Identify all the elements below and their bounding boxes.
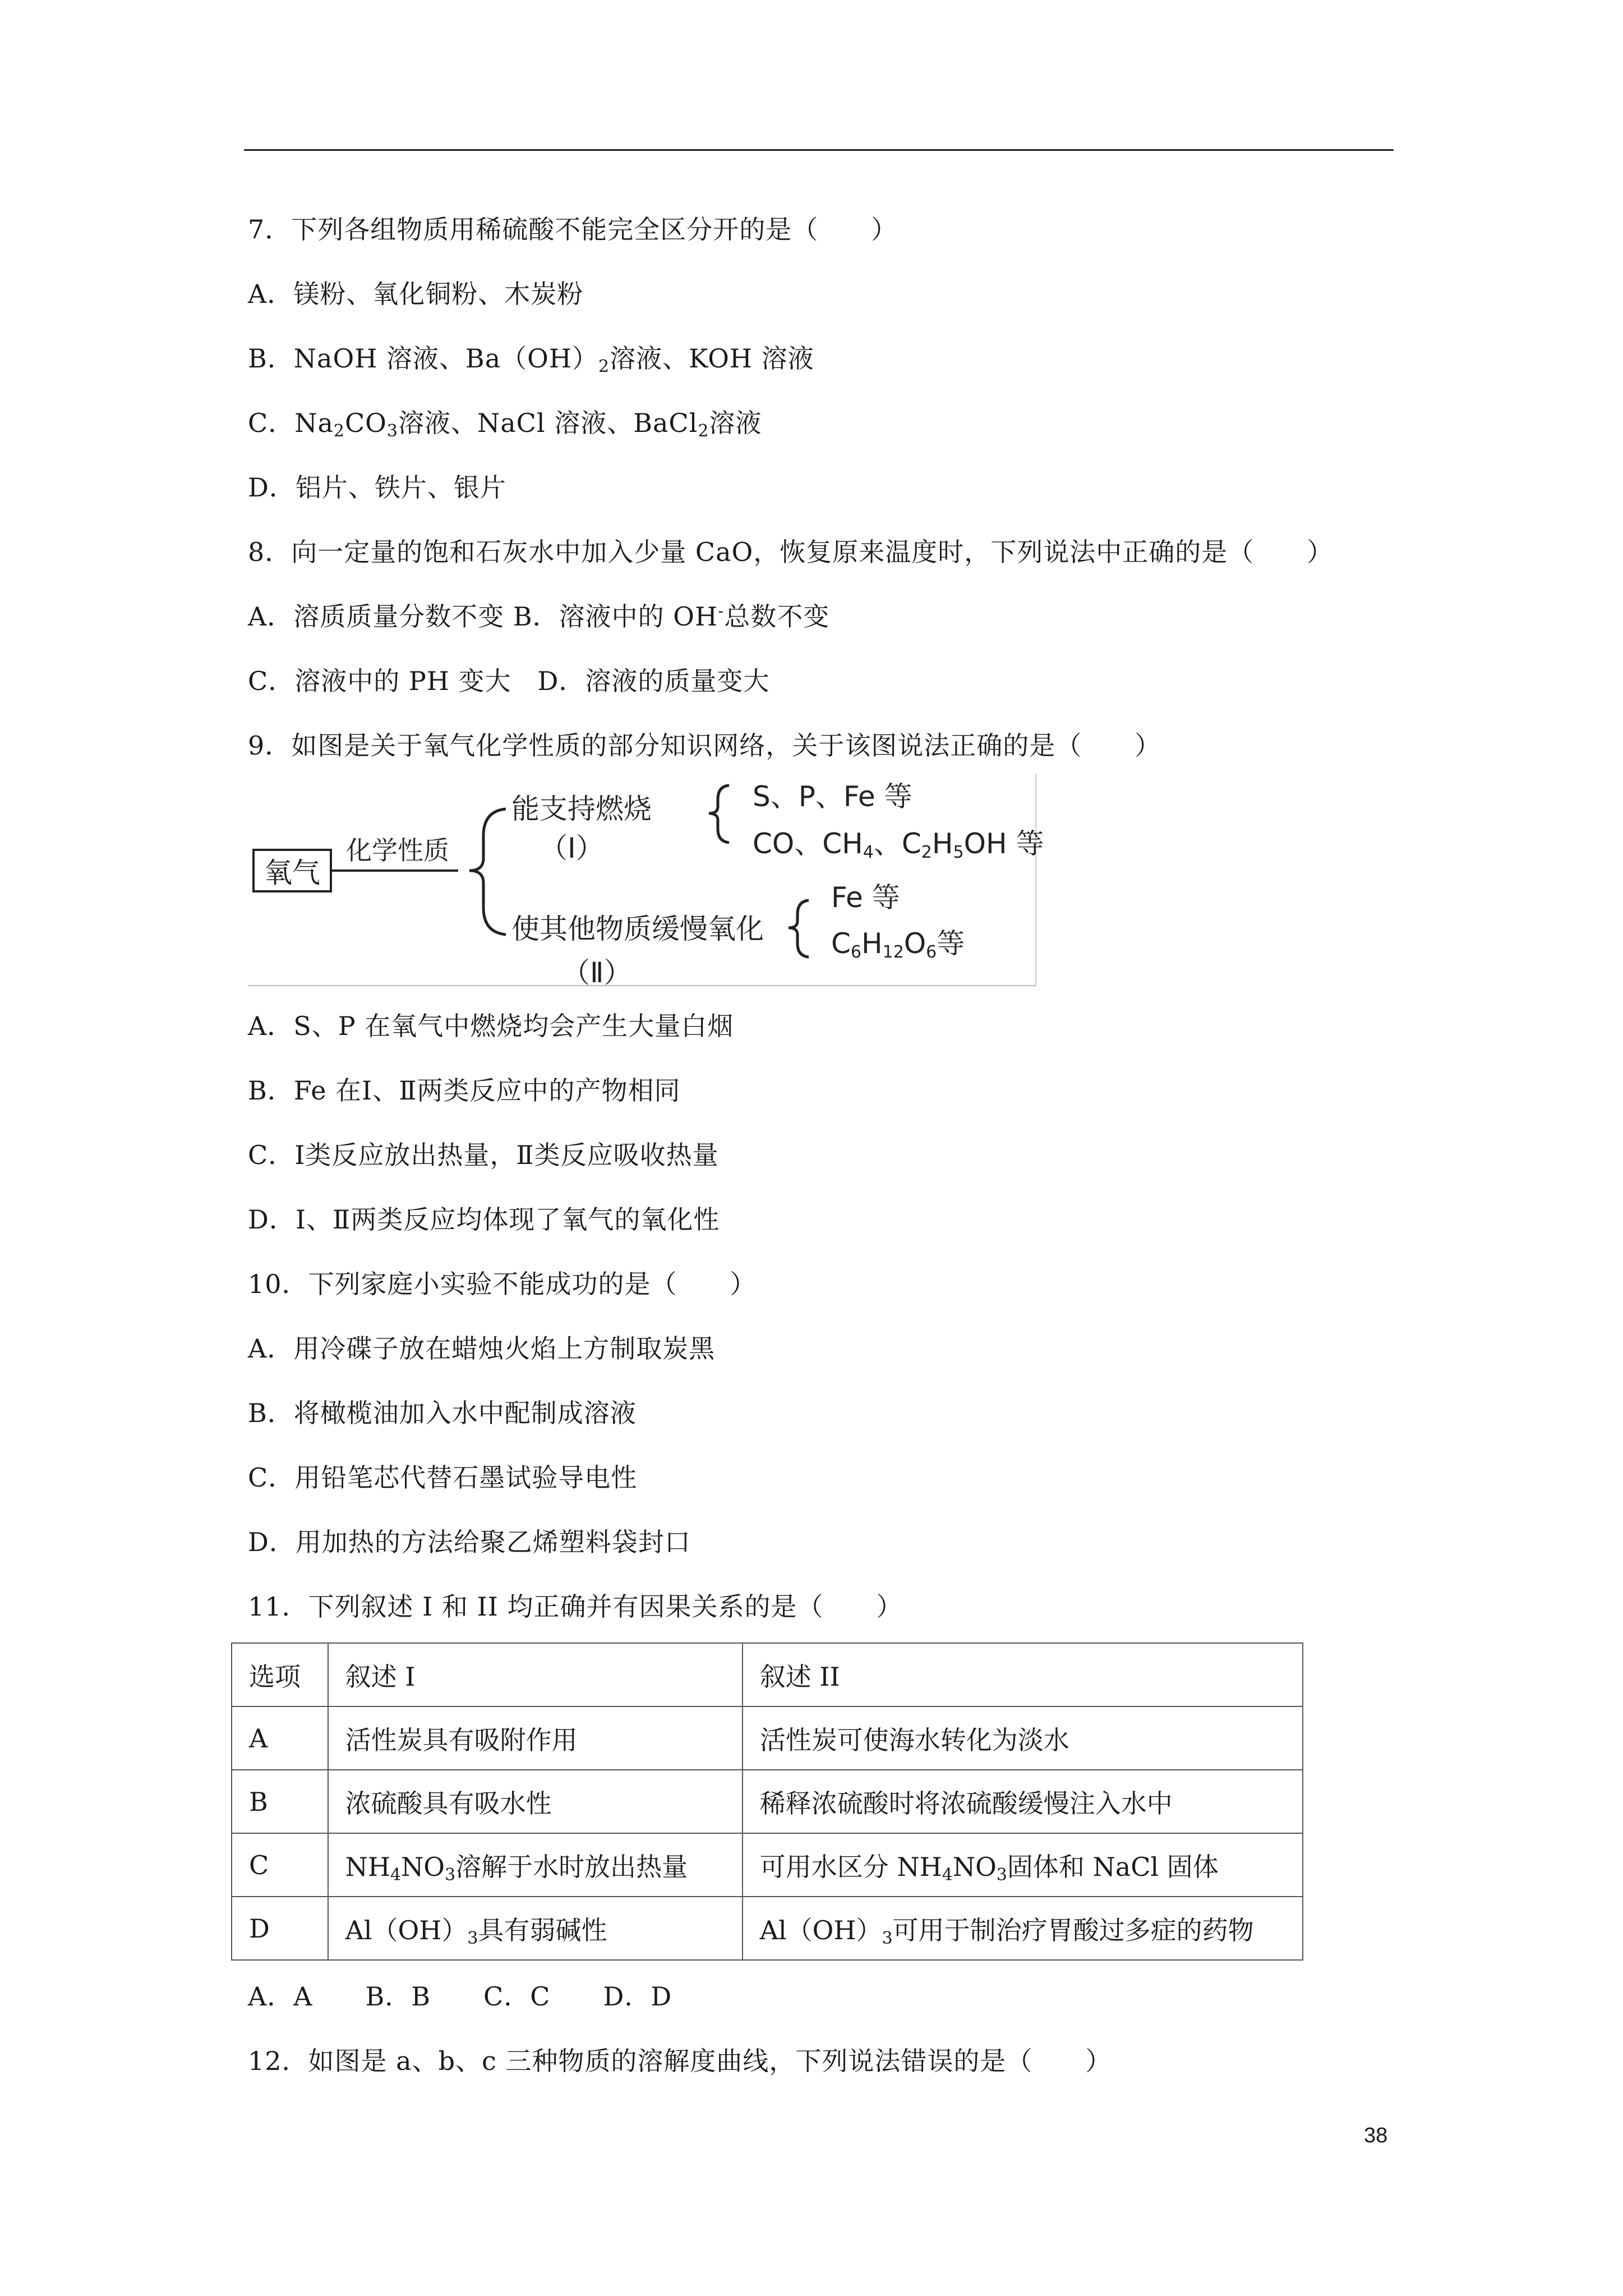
table-cell: 活性炭具有吸附作用 — [328, 1706, 743, 1770]
table-row — [232, 1897, 1303, 1960]
q9-option-b: B．Fe 在Ⅰ、Ⅱ两类反应中的产物相同 — [248, 1075, 681, 1106]
q7-stem: 7．下列各组物质用稀硫酸不能完全区分开的是（ ） — [248, 214, 898, 245]
q8-options-cd: C．溶液中的 PH 变大 D．溶液的质量变大 — [248, 666, 770, 696]
q11-table — [231, 1642, 1303, 1961]
q11-options: A．A B．B C．C D．D — [248, 1981, 672, 2012]
table-cell: 叙述 I — [328, 1643, 743, 1706]
table-row — [232, 1770, 1303, 1833]
page-number: 38 — [1364, 2124, 1388, 2147]
oxygen-knowledge-diagram — [248, 774, 1044, 989]
q9-option-d: D．Ⅰ、Ⅱ两类反应均体现了氧气的氧化性 — [248, 1204, 720, 1235]
burn-items-1: S、P、Fe 等 — [753, 780, 912, 813]
q7-option-b: B．NaOH 溶液、$Ba(OH)_2$溶液、KOH 溶液 — [248, 343, 814, 376]
slow-oxidation-label: 使其他物质缓慢氧化 — [511, 913, 764, 945]
table-cell: C — [232, 1833, 328, 1897]
table-cell: 活性炭可使海水转化为淡水 — [743, 1706, 1303, 1770]
table-cell: 选项 — [232, 1643, 328, 1706]
table-cell: $Al(OH)_3$具有弱碱性 — [328, 1897, 743, 1960]
type-i-label: （Ⅰ） — [540, 832, 604, 864]
table-cell: 可用水区分 $NH_4NO_3$固体和 NaCl 固体 — [743, 1833, 1303, 1897]
table-cell: D — [232, 1897, 328, 1960]
support-burning-label: 能支持燃烧 — [511, 793, 652, 825]
header-rule — [244, 149, 1394, 151]
table-cell: 浓硫酸具有吸水性 — [328, 1770, 743, 1833]
table-cell: $Al(OH)_3$可用于制治疗胃酸过多症的药物 — [743, 1897, 1303, 1960]
chem-prop-label: 化学性质 — [346, 835, 449, 866]
table-cell: A — [232, 1706, 328, 1770]
table-header-row — [232, 1643, 1303, 1706]
q9-stem: 9．如图是关于氧气化学性质的部分知识网络，关于该图说法正确的是（ ） — [248, 730, 1161, 761]
type-ii-label: （Ⅱ） — [562, 956, 632, 989]
q10-option-d: D．用加热的方法给聚乙烯塑料袋封口 — [248, 1527, 691, 1557]
q9-option-a: A．S、P 在氧气中燃烧均会产生大量白烟 — [248, 1011, 734, 1041]
table-cell: B — [232, 1770, 328, 1833]
table-row — [232, 1833, 1303, 1897]
q9-option-c: C．Ⅰ类反应放出热量，Ⅱ类反应吸收热量 — [248, 1140, 719, 1170]
table-cell: 稀释浓硫酸时将浓硫酸缓慢注入水中 — [743, 1770, 1303, 1833]
q12-stem: 12．如图是 a、b、c 三种物质的溶解度曲线，下列说法错误的是（ ） — [248, 2046, 1112, 2076]
q7-option-c: C．$Na_2CO_3$溶液、NaCl 溶液、BaCl$_2$溶液 — [248, 408, 762, 441]
q10-option-a: A．用冷碟子放在蜡烛火焰上方制取炭黑 — [248, 1333, 716, 1364]
burn-items-2: CO、$CH_4$、$C_2H_5OH$ 等 — [753, 827, 1044, 862]
table-row — [232, 1706, 1303, 1770]
slow-items-1: Fe 等 — [831, 881, 900, 914]
q7-option-a: A．镁粉、氧化铜粉、木炭粉 — [248, 279, 584, 309]
q10-option-c: C．用铅笔芯代替石墨试验导电性 — [248, 1462, 638, 1493]
table-cell: $NH_4NO_3$溶解于水时放出热量 — [328, 1833, 743, 1897]
oxygen-box: 氧气 — [252, 849, 332, 892]
q10-option-b: B．将橄榄油加入水中配制成溶液 — [248, 1398, 637, 1428]
q8-stem: 8．向一定量的饱和石灰水中加入少量 CaO，恢复原来温度时，下列说法中正确的是（ ） — [248, 537, 1334, 567]
q8-options-ab: A．溶质质量分数不变 B．溶液中的 OH-总数不变 — [248, 601, 830, 632]
q7-option-d: D．铝片、铁片、银片 — [248, 472, 506, 503]
q11-stem: 11．下列叙述 I 和 II 均正确并有因果关系的是（ ） — [248, 1591, 903, 1622]
slow-items-2: $C_6H_{12}O_6$等 — [831, 927, 965, 962]
table-cell: 叙述 II — [743, 1643, 1303, 1706]
q10-stem: 10．下列家庭小实验不能成功的是（ ） — [248, 1269, 757, 1299]
